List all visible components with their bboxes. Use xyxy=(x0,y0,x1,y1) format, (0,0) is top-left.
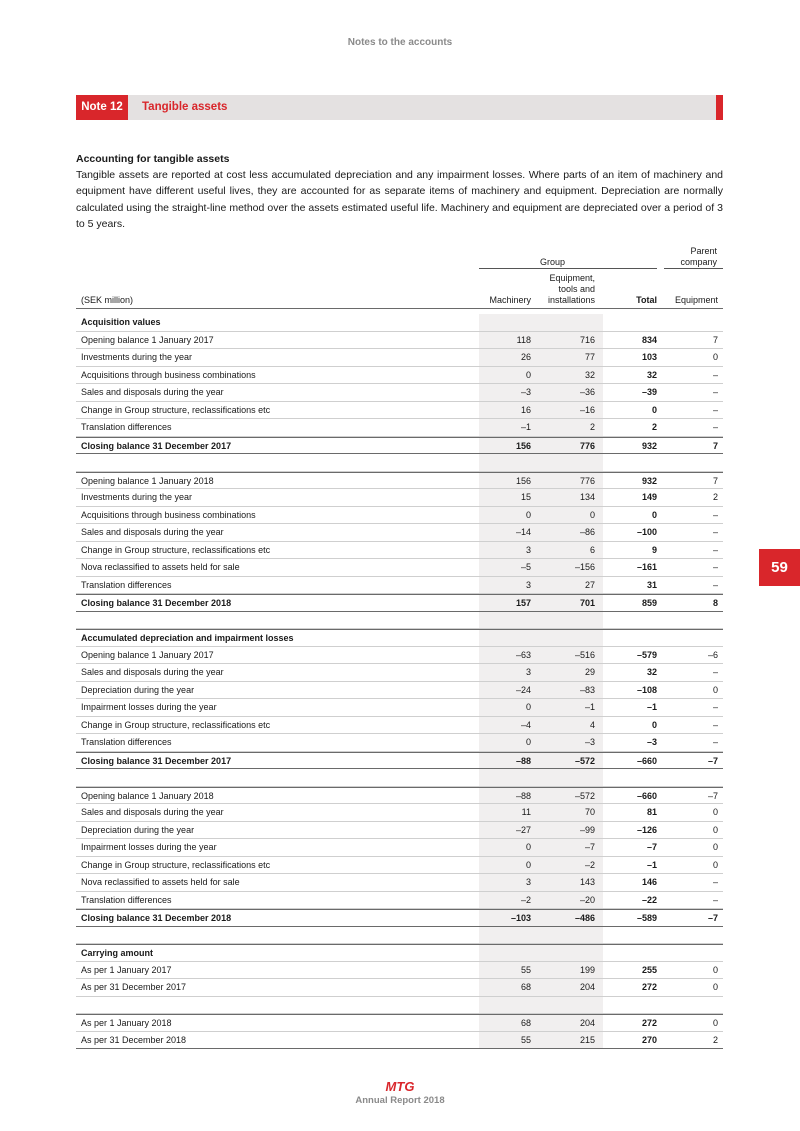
table-total-row xyxy=(76,909,723,927)
machinery-value: 0 xyxy=(525,702,531,712)
parent-equipment-value: – xyxy=(712,527,718,537)
equipment-tools-value: –99 xyxy=(579,824,595,835)
machinery-value: –14 xyxy=(515,527,531,537)
machinery-value: 157 xyxy=(515,598,531,608)
equipment-tools-value: 29 xyxy=(584,667,595,677)
table-row xyxy=(76,542,723,560)
total-value: 2 xyxy=(651,422,657,432)
equipment-tools-value: –1 xyxy=(584,702,595,712)
equipment-tools-value: 4 xyxy=(589,719,595,730)
parent-equipment-value: – xyxy=(712,422,718,432)
machinery-value: 156 xyxy=(515,475,531,486)
row-label: Translation differences xyxy=(81,422,172,432)
header-equip-line2: tools and xyxy=(558,284,595,294)
parent-equipment-value: – xyxy=(712,579,718,590)
total-value: 0 xyxy=(651,719,657,730)
equipment-tools-value: –572 xyxy=(574,755,595,766)
row-label: Nova reclassified to assets held for sale xyxy=(81,877,240,887)
row-label: Depreciation during the year xyxy=(81,684,195,695)
machinery-value: 11 xyxy=(521,807,531,817)
table-row xyxy=(76,472,723,490)
row-label: As per 31 December 2018 xyxy=(81,1034,187,1045)
total-value: 255 xyxy=(641,964,657,975)
row-label: Opening balance 1 January 2017 xyxy=(81,649,214,660)
header-parent-line2: company xyxy=(680,257,717,267)
machinery-value: 0 xyxy=(525,859,531,870)
equipment-tools-value: 32 xyxy=(584,369,595,380)
parent-equipment-value: – xyxy=(712,667,718,677)
section-body: Tangible assets are reported at cost less accumulated depreciation and any impairment losses. Where parts of an item of machinery and equipment have different useful lives, they are accounted for as separate items of machinery and equipment. Depreciation are normally calculated using the straight-line method over the assets estimated useful life. Machinery and equipment are depreciated over a period of 3 to 5 years. xyxy=(76,169,723,230)
parent-equipment-value: –7 xyxy=(707,913,718,923)
table-row xyxy=(76,962,723,980)
equipment-tools-value: 215 xyxy=(579,1034,595,1045)
machinery-value: 0 xyxy=(525,509,531,520)
equipment-tools-value: 2 xyxy=(589,422,595,432)
parent-equipment-value: 8 xyxy=(712,598,718,608)
parent-equipment-value: 0 xyxy=(712,982,718,992)
header-equipment: Equipment xyxy=(674,295,718,305)
parent-equipment-value: 7 xyxy=(712,334,718,345)
table-total-row xyxy=(76,752,723,770)
row-label: Change in Group structure, reclassifications etc xyxy=(81,404,271,415)
table-row xyxy=(76,402,723,420)
total-value: 32 xyxy=(646,369,657,380)
note-bar-accent xyxy=(716,95,723,120)
parent-equipment-value: –7 xyxy=(707,755,718,766)
table-row xyxy=(76,822,723,840)
equipment-tools-value: –156 xyxy=(574,562,595,572)
svg-text:MTG: MTG xyxy=(385,1079,415,1093)
total-value: 932 xyxy=(641,440,657,451)
machinery-value: –103 xyxy=(510,913,531,923)
parent-equipment-value: – xyxy=(712,737,718,747)
table-row xyxy=(76,839,723,857)
row-label: Depreciation during the year xyxy=(81,824,195,835)
equipment-tools-value: 27 xyxy=(584,579,595,590)
parent-equipment-value: – xyxy=(712,877,718,887)
note-title: Tangible assets xyxy=(142,101,228,113)
note-number: Note 12 xyxy=(76,95,128,120)
table-row xyxy=(76,734,723,752)
table-row xyxy=(76,419,723,437)
total-column-shade xyxy=(479,769,603,786)
row-label: As per 1 January 2017 xyxy=(81,964,172,975)
parent-equipment-value: 2 xyxy=(712,1034,718,1045)
total-value: –22 xyxy=(641,894,657,905)
total-value: –579 xyxy=(636,649,657,660)
row-label: Opening balance 1 January 2018 xyxy=(81,475,214,486)
parent-equipment-value: – xyxy=(712,544,718,555)
row-label: Opening balance 1 January 2018 xyxy=(81,790,214,801)
equipment-tools-value: 0 xyxy=(589,509,595,520)
parent-equipment-value: 0 xyxy=(712,859,718,870)
row-label: Change in Group structure, reclassifications etc xyxy=(81,544,271,555)
row-label: Sales and disposals during the year xyxy=(81,807,224,817)
total-value: –3 xyxy=(646,737,657,747)
table-row xyxy=(76,699,723,717)
table-row xyxy=(76,664,723,682)
total-value: 31 xyxy=(646,579,657,590)
header-group-rule xyxy=(479,268,657,269)
table-section-heading xyxy=(76,629,723,647)
table-row xyxy=(76,979,723,997)
header-equip-line1: Equipment, xyxy=(549,273,595,283)
total-value: 149 xyxy=(641,492,657,502)
equipment-tools-value: –16 xyxy=(579,404,595,415)
machinery-value: –63 xyxy=(515,649,531,660)
machinery-value: 3 xyxy=(525,877,531,887)
machinery-value: –27 xyxy=(515,824,531,835)
total-value: 9 xyxy=(651,544,657,555)
table-row xyxy=(76,367,723,385)
total-value: 932 xyxy=(641,475,657,486)
total-value: 272 xyxy=(641,1018,657,1028)
machinery-value: –2 xyxy=(520,894,531,905)
row-label: Sales and disposals during the year xyxy=(81,527,224,537)
equipment-tools-value: 70 xyxy=(584,807,595,817)
row-label: Acquisitions through business combinations xyxy=(81,509,256,520)
row-label: Change in Group structure, reclassifications etc xyxy=(81,719,271,730)
equipment-tools-value: –36 xyxy=(579,387,595,397)
equipment-tools-value: 77 xyxy=(584,352,595,362)
page-number-tab: 59 xyxy=(759,549,800,586)
machinery-value: –5 xyxy=(520,562,531,572)
total-column-shade xyxy=(479,717,603,734)
equipment-tools-value: –2 xyxy=(584,859,595,870)
row-label: Impairment losses during the year xyxy=(81,702,217,712)
row-label: Closing balance 31 December 2017 xyxy=(81,440,232,451)
header-equip-line3: installations xyxy=(547,295,595,305)
equipment-tools-value: –3 xyxy=(584,737,595,747)
machinery-value: 0 xyxy=(525,369,531,380)
total-value: –100 xyxy=(636,527,657,537)
total-value: –126 xyxy=(636,824,657,835)
parent-equipment-value: 0 xyxy=(712,352,718,362)
row-label: Accumulated depreciation and impairment losses xyxy=(81,633,294,643)
table-row xyxy=(76,804,723,822)
total-value: –1 xyxy=(646,702,657,712)
parent-equipment-value: 0 xyxy=(712,684,718,695)
total-value: –589 xyxy=(636,913,657,923)
parent-equipment-value: 0 xyxy=(712,807,718,817)
table-row xyxy=(76,524,723,542)
header-bottom-rule xyxy=(76,308,723,309)
row-label: Translation differences xyxy=(81,894,172,905)
equipment-tools-value: 776 xyxy=(579,440,595,451)
row-label: Translation differences xyxy=(81,579,172,590)
row-label: Opening balance 1 January 2017 xyxy=(81,334,214,345)
equipment-tools-value: 204 xyxy=(579,982,595,992)
row-label: As per 1 January 2018 xyxy=(81,1018,172,1028)
total-column-shade xyxy=(479,419,603,436)
parent-equipment-value: 2 xyxy=(712,492,718,502)
total-column-shade xyxy=(479,542,603,559)
parent-equipment-value: –6 xyxy=(707,649,718,660)
parent-equipment-value: 0 xyxy=(712,824,718,835)
parent-equipment-value: 7 xyxy=(712,440,718,451)
table-row xyxy=(76,647,723,665)
total-value: –161 xyxy=(636,562,657,572)
machinery-value: –3 xyxy=(520,387,531,397)
parent-equipment-value: 7 xyxy=(712,475,718,486)
table-spacer-row xyxy=(76,612,723,630)
total-column-shade xyxy=(479,630,603,646)
table-row xyxy=(76,349,723,367)
table-row xyxy=(76,1014,723,1032)
parent-equipment-value: – xyxy=(712,404,718,415)
machinery-value: 26 xyxy=(520,352,531,362)
row-label: Closing balance 31 December 2018 xyxy=(81,913,232,923)
machinery-value: 55 xyxy=(520,1034,531,1045)
equipment-tools-value: 143 xyxy=(579,877,595,887)
row-label: Impairment losses during the year xyxy=(81,842,217,852)
row-label: Change in Group structure, reclassifications etc xyxy=(81,859,271,870)
table-row xyxy=(76,489,723,507)
row-label: Sales and disposals during the year xyxy=(81,667,224,677)
parent-equipment-value: 0 xyxy=(712,1018,718,1028)
total-column-shade xyxy=(479,314,603,331)
total-value: –7 xyxy=(646,842,657,852)
table-total-row xyxy=(76,437,723,455)
equipment-tools-value: 199 xyxy=(579,964,595,975)
equipment-tools-value: –486 xyxy=(574,913,595,923)
equipment-tools-value: –20 xyxy=(579,894,595,905)
total-column-shade xyxy=(479,945,603,961)
equipment-tools-value: –516 xyxy=(574,649,595,660)
row-label: Investments during the year xyxy=(81,492,193,502)
table-spacer-row xyxy=(76,769,723,787)
table-row xyxy=(76,507,723,525)
parent-equipment-value: – xyxy=(712,894,718,905)
total-value: 859 xyxy=(641,598,657,608)
equipment-tools-value: 716 xyxy=(579,334,595,345)
row-label: Investments during the year xyxy=(81,352,193,362)
machinery-value: 68 xyxy=(520,982,531,992)
total-column-shade xyxy=(479,927,603,944)
table-row xyxy=(76,384,723,402)
parent-equipment-value: – xyxy=(712,387,718,397)
row-label: Nova reclassified to assets held for sale xyxy=(81,562,240,572)
machinery-value: 156 xyxy=(515,440,531,451)
total-value: 272 xyxy=(641,982,657,992)
header-parent-line1: Parent xyxy=(690,246,717,256)
equipment-tools-value: –7 xyxy=(584,842,595,852)
row-label: As per 31 December 2017 xyxy=(81,982,187,992)
table-section-heading xyxy=(76,944,723,962)
row-label: Acquisitions through business combinations xyxy=(81,369,256,380)
table-row xyxy=(76,682,723,700)
total-value: 270 xyxy=(641,1034,657,1045)
total-value: 81 xyxy=(646,807,657,817)
table-row xyxy=(76,1032,723,1050)
total-value: –660 xyxy=(636,790,657,801)
machinery-value: 0 xyxy=(525,737,531,747)
header-group: Group xyxy=(540,257,566,267)
parent-equipment-value: – xyxy=(712,562,718,572)
table-spacer-row xyxy=(76,997,723,1015)
total-value: 103 xyxy=(641,352,657,362)
header-unit: (SEK million) xyxy=(81,295,134,305)
machinery-value: –1 xyxy=(520,422,531,432)
machinery-value: 3 xyxy=(525,544,531,555)
machinery-value: 3 xyxy=(525,667,531,677)
table-spacer-row xyxy=(76,454,723,472)
machinery-value: 3 xyxy=(525,579,531,590)
machinery-value: 55 xyxy=(520,964,531,975)
parent-equipment-value: – xyxy=(712,369,718,380)
total-column-shade xyxy=(479,507,603,524)
total-column-shade xyxy=(479,454,603,471)
equipment-tools-value: –86 xyxy=(579,527,595,537)
table-row xyxy=(76,892,723,910)
equipment-tools-value: 134 xyxy=(579,492,595,502)
machinery-value: 0 xyxy=(525,842,531,852)
header-total: Total xyxy=(636,295,657,305)
row-label: Closing balance 31 December 2018 xyxy=(81,598,232,608)
parent-equipment-value: 0 xyxy=(712,964,718,975)
page-header-label: Notes to the accounts xyxy=(347,37,453,48)
row-label: Translation differences xyxy=(81,737,172,747)
machinery-value: 118 xyxy=(516,334,531,345)
equipment-tools-value: –572 xyxy=(574,790,595,801)
footer-annual-report: Annual Report 2018 xyxy=(355,1095,445,1106)
table-row xyxy=(76,787,723,805)
machinery-value: 68 xyxy=(520,1018,531,1028)
machinery-value: 16 xyxy=(520,404,531,415)
total-column-shade xyxy=(479,997,603,1014)
machinery-value: –88 xyxy=(515,790,531,801)
header-parent-rule xyxy=(664,268,723,269)
header-machinery: Machinery xyxy=(489,295,531,305)
table-row xyxy=(76,717,723,735)
parent-equipment-value: –7 xyxy=(707,790,718,801)
row-label: Carrying amount xyxy=(81,948,154,958)
machinery-value: 15 xyxy=(520,492,531,502)
total-value: 146 xyxy=(641,877,657,887)
equipment-tools-value: 6 xyxy=(589,544,595,555)
table-spacer-row xyxy=(76,927,723,945)
table-total-row xyxy=(76,594,723,612)
total-value: –660 xyxy=(636,755,657,766)
machinery-value: –88 xyxy=(515,755,531,766)
machinery-value: –24 xyxy=(515,684,531,695)
table-row xyxy=(76,332,723,350)
parent-equipment-value: 0 xyxy=(712,842,718,852)
table-section-heading xyxy=(76,314,723,332)
parent-equipment-value: – xyxy=(712,702,718,712)
total-value: –108 xyxy=(636,684,657,695)
tangible-assets-table xyxy=(76,314,723,1049)
row-label: Closing balance 31 December 2017 xyxy=(81,755,232,766)
table-row xyxy=(76,577,723,595)
section-heading: Accounting for tangible assets xyxy=(76,153,230,165)
note-title-bar xyxy=(76,95,723,120)
equipment-tools-value: 701 xyxy=(579,598,595,608)
total-column-shade xyxy=(479,612,603,629)
machinery-value: –4 xyxy=(520,719,531,730)
table-row xyxy=(76,857,723,875)
total-value: –39 xyxy=(641,387,657,397)
parent-equipment-value: – xyxy=(712,719,718,730)
row-label: Acquisition values xyxy=(81,317,161,327)
equipment-tools-value: –83 xyxy=(579,684,595,695)
total-value: –1 xyxy=(646,859,657,870)
total-value: 0 xyxy=(651,509,657,520)
total-value: 32 xyxy=(646,667,657,677)
equipment-tools-value: 204 xyxy=(579,1018,595,1028)
equipment-tools-value: 776 xyxy=(579,475,595,486)
total-value: 0 xyxy=(651,404,657,415)
parent-equipment-value: – xyxy=(712,509,718,520)
table-row xyxy=(76,559,723,577)
row-label: Sales and disposals during the year xyxy=(81,387,224,397)
table-row xyxy=(76,874,723,892)
total-value: 834 xyxy=(641,334,657,345)
